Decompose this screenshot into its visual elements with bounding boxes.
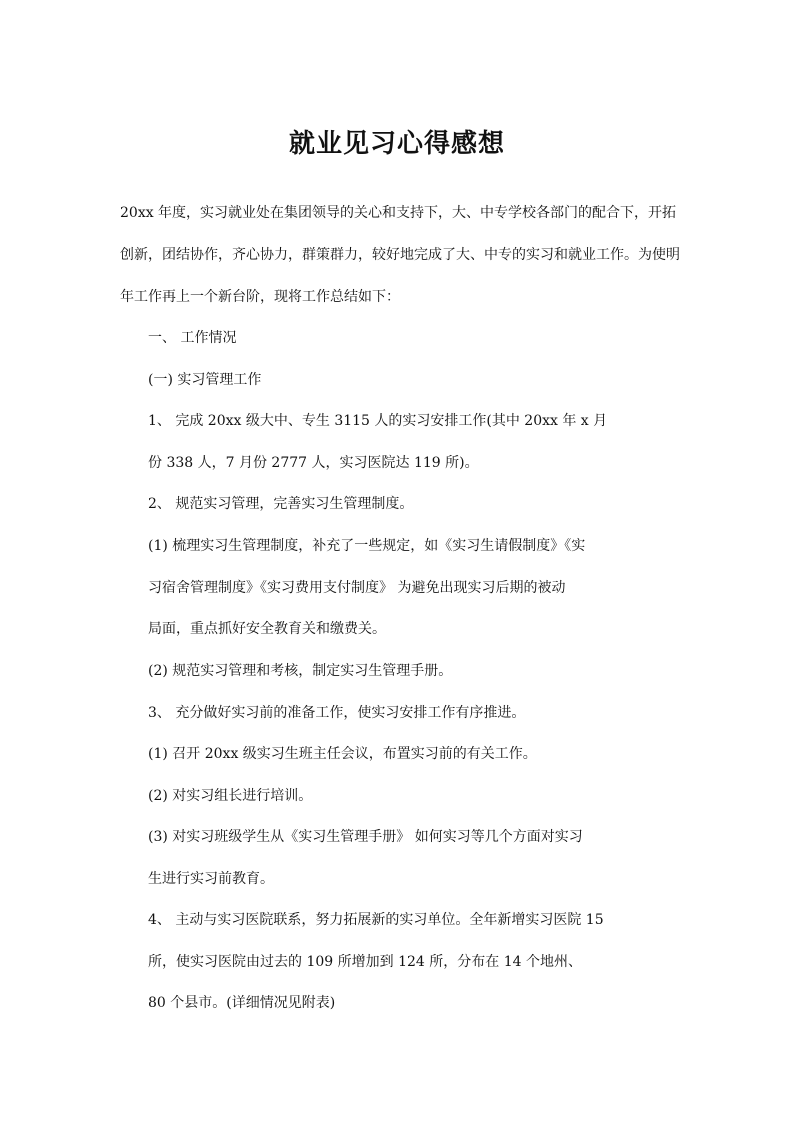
list-item-line: 所，使实习医院由过去的 109 所增加到 124 所，分布在 14 个地州、: [148, 954, 582, 970]
list-item-line: 份 338 人，7 月份 2777 人，实习医院达 119 所)。: [148, 455, 479, 471]
paragraph-line: 20xx 年度，实习就业处在集团领导的关心和支持下，大、中专学校各部门的配合下，开拓: [120, 205, 677, 221]
list-item-line: (1) 梳理实习生管理制度，补充了一些规定，如《实习生请假制度》《实: [148, 538, 586, 554]
list-item-line: (3) 对实习班级学生从《实习生管理手册》 如何实习等几个方面对实习: [148, 829, 583, 845]
list-item-line: 2、 规范实习管理，完善实习生管理制度。: [148, 496, 414, 512]
document-title: 就业见习心得感想: [288, 129, 505, 159]
paragraph-line: 年工作再上一个新台阶，现将工作总结如下：: [120, 289, 400, 305]
subsection-heading: (一) 实习管理工作: [148, 372, 262, 388]
list-item-line: (2) 规范实习管理和考核，制定实习生管理手册。: [148, 663, 453, 679]
list-item-line: 局面，重点抓好安全教育关和缴费关。: [148, 621, 386, 637]
list-item-line: 3、 充分做好实习前的准备工作，使实习安排工作有序推进。: [148, 705, 526, 721]
list-item-line: 80 个县市。(详细情况见附表): [148, 995, 336, 1011]
list-item-line: 4、 主动与实习医院联系，努力拓展新的实习单位。全年新增实习医院 15: [148, 912, 604, 928]
paragraph-line: 创新，团结协作，齐心协力，群策群力，较好地完成了大、中专的实习和就业工作。为使明: [120, 247, 680, 263]
list-item-line: 习宿舍管理制度》《实习费用支付制度》 为避免出现实习后期的被动: [148, 580, 566, 596]
section-heading: 一、 工作情况: [148, 330, 237, 346]
list-item-line: (2) 对实习组长进行培训。: [148, 788, 313, 804]
list-item-line: 生进行实习前教育。: [148, 871, 274, 887]
list-item-line: (1) 召开 20xx 级实习生班主任会议，布置实习前的有关工作。: [148, 746, 537, 762]
list-item-line: 1、 完成 20xx 级大中、专生 3115 人的实习安排工作(其中 20xx 年 x 月: [148, 413, 608, 429]
